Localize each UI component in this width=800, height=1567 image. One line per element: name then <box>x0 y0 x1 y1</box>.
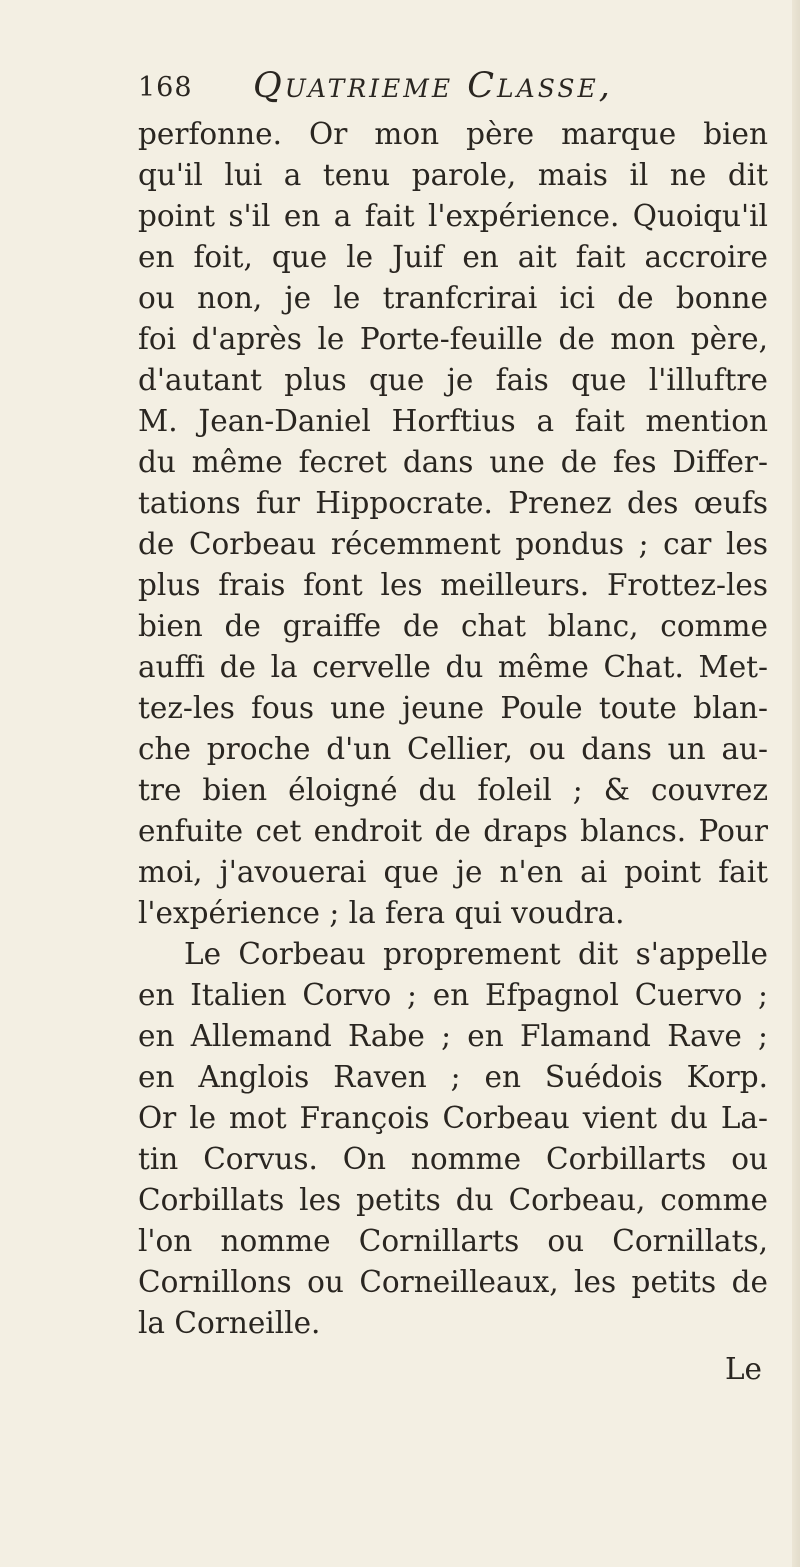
text-line: M. Jean-Daniel Horftius a fait mention <box>138 404 768 438</box>
text-line: en Anglois Raven ; en Suédois Korp. <box>138 1060 768 1094</box>
book-page <box>138 62 768 1393</box>
text-line: Cornillons ou Corneilleaux, les petits de <box>138 1265 768 1299</box>
text-line: en Italien Corvo ; en Efpagnol Cuervo ; <box>138 978 768 1012</box>
text-line: tez-les fous une jeune Poule toute blan- <box>138 691 768 725</box>
page-edge <box>792 0 800 1567</box>
text-line: d'autant plus que je fais que l'illuftre <box>138 363 768 397</box>
text-line: plus frais font les meilleurs. Frottez-les <box>138 568 768 602</box>
page-header <box>138 62 768 114</box>
text-line: la Corneille. <box>138 1306 321 1340</box>
text-line: en Allemand Rabe ; en Flamand Rave ; <box>138 1019 768 1053</box>
page-number: 168 <box>138 72 193 103</box>
text-line: Corbillats les petits du Corbeau, comme <box>138 1183 768 1217</box>
text-line: l'on nomme Cornillarts ou Cornillats, <box>138 1224 768 1258</box>
text-line: tre bien éloigné du foleil ; & couvrez <box>138 773 768 807</box>
running-head: Quatrieme Classe, <box>253 66 613 106</box>
text-line: enfuite cet endroit de draps blancs. Pour <box>138 814 768 848</box>
text-line: en foit, que le Juif en ait fait accroire <box>138 240 768 274</box>
text-line: tations fur Hippocrate. Prenez des œufs <box>138 486 768 520</box>
text-line: moi, j'avouerai que je n'en ai point fait <box>138 855 768 889</box>
text-line: perfonne. Or mon père marque bien <box>138 117 768 151</box>
paragraph-first-line: Le Corbeau proprement dit s'appelle <box>184 937 768 971</box>
text-line: point s'il en a fait l'expérience. Quoiqu'il <box>138 199 768 233</box>
text-line: qu'il lui a tenu parole, mais il ne dit <box>138 158 768 192</box>
text-line: Or le mot François Corbeau vient du La- <box>138 1101 768 1135</box>
text-line: du même fecret dans une de fes Differ- <box>138 445 768 479</box>
body-text <box>138 114 768 1344</box>
text-line: foi d'après le Porte-feuille de mon père, <box>138 322 768 356</box>
text-line: ou non, je le tranfcrirai ici de bonne <box>138 281 768 315</box>
text-line: l'expérience ; la fera qui voudra. <box>138 896 625 930</box>
text-line: de Corbeau récemment pondus ; car les <box>138 527 768 561</box>
text-line: bien de graiffe de chat blanc, comme <box>138 609 768 643</box>
catchword: Le <box>724 1352 762 1386</box>
text-line: auffi de la cervelle du même Chat. Met- <box>138 650 768 684</box>
text-line: tin Corvus. On nomme Corbillarts ou <box>138 1142 768 1176</box>
text-line: che proche d'un Cellier, ou dans un au- <box>138 732 768 766</box>
